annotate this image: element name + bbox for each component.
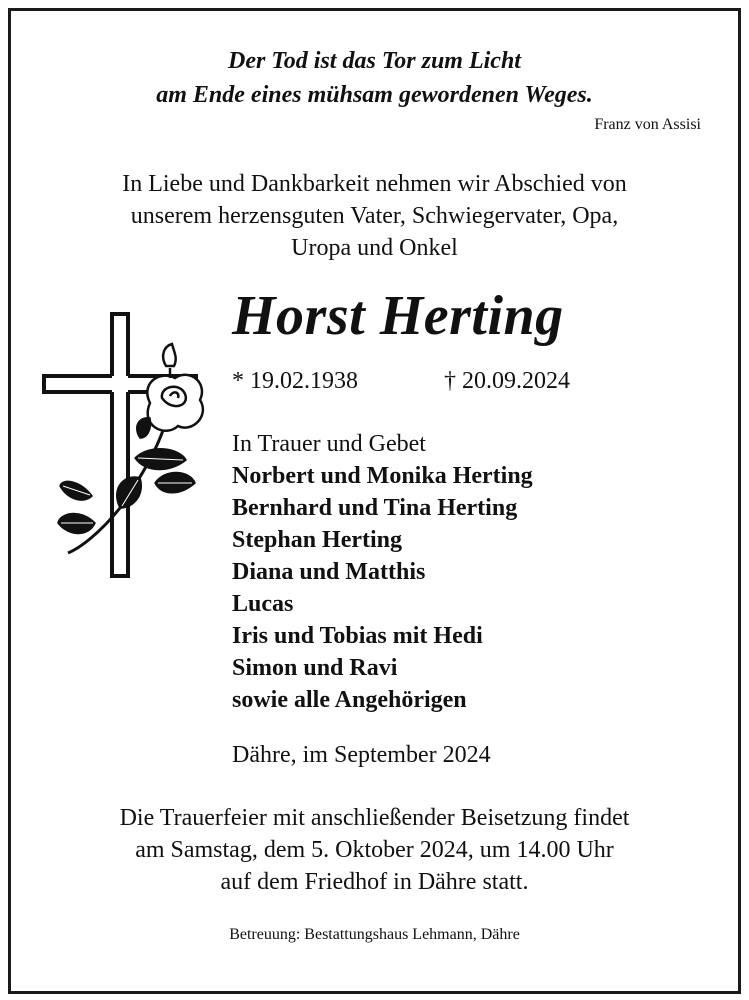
cross-with-rose-icon — [40, 308, 210, 583]
mourner-name: Norbert und Monika Herting — [232, 463, 533, 489]
mourner-name: sowie alle Angehörigen — [232, 687, 467, 713]
mourner-name: Bernhard und Tina Herting — [232, 495, 518, 521]
service-line-3: auf dem Friedhof in Dähre statt. — [220, 869, 529, 895]
undertaker-credit: Betreuung: Bestattungshaus Lehmann, Dähre — [229, 926, 520, 943]
intro-text — [0, 168, 749, 264]
mourners-label: In Trauer und Gebet — [232, 431, 426, 457]
birth-date: * 19.02.1938 — [232, 368, 358, 394]
quote — [0, 44, 749, 112]
service-line-2: am Samstag, dem 5. Oktober 2024, um 14.00 Uhr — [135, 837, 614, 863]
mourner-name: Simon und Ravi — [232, 655, 398, 681]
intro-line-1: In Liebe und Dankbarkeit nehmen wir Abschied von — [122, 171, 627, 197]
mourner-name: Iris und Tobias mit Hedi — [232, 623, 483, 649]
service-info — [0, 802, 749, 898]
quote-line-1: Der Tod ist das Tor zum Licht — [228, 48, 521, 74]
deceased-name: Horst Herting — [232, 285, 564, 347]
life-dates — [232, 368, 570, 395]
place-and-date: Dähre, im September 2024 — [232, 742, 491, 768]
quote-author: Franz von Assisi — [594, 116, 701, 133]
mourner-name: Lucas — [232, 591, 294, 617]
intro-line-3: Uropa und Onkel — [291, 235, 458, 261]
mourner-name: Diana und Matthis — [232, 559, 426, 585]
mourner-name: Stephan Herting — [232, 527, 403, 553]
mourners-list — [232, 428, 533, 716]
service-line-1: Die Trauerfeier mit anschließender Beisetzung findet — [119, 805, 630, 831]
death-date: † 20.09.2024 — [444, 368, 570, 394]
intro-line-2: unserem herzensguten Vater, Schwiegervater, Opa, — [130, 203, 619, 229]
quote-line-2: am Ende eines mühsam gewordenen Weges. — [156, 82, 593, 108]
